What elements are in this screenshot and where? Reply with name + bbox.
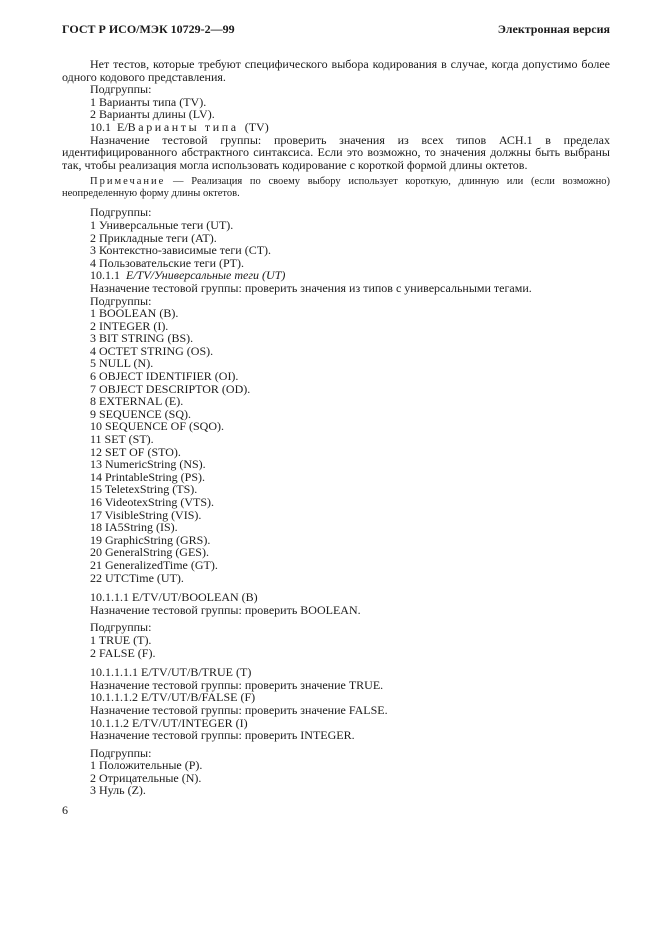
section-10-1-1-2-purpose: Назначение тестовой группы: проверить INTEGER. — [90, 728, 355, 743]
list-item: 1 BOOLEAN (B). — [90, 306, 179, 321]
page-header — [62, 22, 610, 38]
list-item: 1 Положительные (P). — [90, 758, 203, 773]
list-item: 15 TeletexString (TS). — [90, 482, 198, 497]
list-item: 12 SET OF (STO). — [90, 444, 181, 459]
subgroups-label: Подгруппы: — [90, 745, 152, 760]
list-item: 3 BIT STRING (BS). — [90, 331, 194, 346]
list-item: 7 OBJECT DESCRIPTOR (OD). — [90, 381, 251, 396]
list-item: 8 EXTERNAL (E). — [90, 394, 184, 409]
list-item: 11 SET (ST). — [90, 432, 154, 447]
section-10-1-1-heading: 10.1.1 E/TV/Универсальные теги (UT) — [90, 268, 286, 283]
list-item: 21 GeneralizedTime (GT). — [90, 557, 218, 572]
intro-list — [62, 96, 610, 121]
list-item: 22 UTCTime (UT). — [90, 570, 184, 585]
subgroups-label: Подгруппы: — [90, 620, 152, 635]
section-10-1-list — [62, 219, 610, 269]
list-item: 1 Варианты типа (TV). — [90, 94, 207, 109]
list-item: 2 Прикладные теги (AT). — [90, 230, 217, 245]
list-item: 4 OCTET STRING (OS). — [90, 343, 214, 358]
list-item: 2 FALSE (F). — [90, 645, 156, 660]
section-10-1-1-1-2-purpose: Назначение тестовой группы: проверить значение FALSE. — [90, 702, 388, 717]
subgroups-label: Подгруппы: — [90, 293, 152, 308]
edition-label: Электронная версия — [497, 22, 610, 36]
list-item: 2 Отрицательные (N). — [90, 770, 202, 785]
section-10-1-1-1-2-heading: 10.1.1.1.2 E/TV/UT/B/FALSE (F) — [90, 690, 256, 705]
section-10-1-1-list — [62, 307, 610, 584]
list-item: 1 TRUE (T). — [90, 632, 152, 647]
list-item: 18 IA5String (IS). — [90, 520, 178, 535]
list-item: 3 Контекстно-зависимые теги (CT). — [90, 243, 272, 258]
list-item: 10 SEQUENCE OF (SQO). — [90, 419, 225, 434]
section-10-1-purpose: Назначение тестовой группы: проверить значения из всех типов АСН.1 в пределах идентифицированного абстрактного синтаксиса. Если это возможно, то значения должны быть выбраны так, чтобы реализация могла использовать кодирование с короткой формой длины октетов. — [62, 132, 610, 172]
section-10-1-1-1-purpose: Назначение тестовой группы: проверить BOOLEAN. — [90, 602, 361, 617]
list-item: 20 GeneralString (GES). — [90, 545, 209, 560]
list-item: 3 Нуль (Z). — [90, 783, 146, 798]
list-item: 2 INTEGER (I). — [90, 318, 169, 333]
list-item: 9 SEQUENCE (SQ). — [90, 406, 191, 421]
section-10-1-1-2-heading: 10.1.1.2 E/TV/UT/INTEGER (I) — [90, 715, 248, 730]
subgroups-label: Подгруппы: — [90, 82, 152, 97]
section-10-1-1-1-heading: 10.1.1.1 E/TV/UT/BOOLEAN (B) — [90, 590, 258, 605]
list-item: 6 OBJECT IDENTIFIER (OI). — [90, 369, 239, 384]
list-item: 1 Универсальные теги (UT). — [90, 217, 234, 232]
list-item: 16 VideotexString (VTS). — [90, 495, 215, 509]
section-10-1-1-1-list — [62, 634, 610, 659]
list-item: 17 VisibleString (VIS). — [90, 507, 202, 522]
list-item: 14 PrintableString (PS). — [90, 469, 206, 484]
section-10-1-heading: 10.1 E/Варианты типа (TV) — [90, 119, 269, 134]
document-body — [62, 58, 610, 797]
section-10-1-1-1-1-purpose: Назначение тестовой группы: проверить значение TRUE. — [90, 677, 384, 692]
standard-designation: ГОСТ Р ИСО/МЭК 10729-2—99 — [62, 22, 235, 36]
intro-paragraph: Нет тестов, которые требуют специфического выбора кодирования в случае, когда допустимо более одного кодового представления. — [62, 57, 610, 84]
subgroups-label: Подгруппы: — [90, 205, 152, 220]
list-item: 4 Пользовательские теги (PT). — [90, 255, 245, 270]
list-item: 5 NULL (N). — [90, 356, 154, 371]
section-10-1-note: Примечание — Реализация по своему выбору использует короткую, длинную или (если возможно) неопределенную форму длины октетов. — [62, 176, 610, 199]
list-item: 2 Варианты длины (LV). — [90, 107, 215, 122]
section-10-1-1-2-list — [62, 759, 610, 797]
section-10-1-1-purpose: Назначение тестовой группы: проверить значения из типов с универсальными тегами. — [90, 280, 532, 295]
section-10-1-1-1-1-heading: 10.1.1.1.1 E/TV/UT/B/TRUE (T) — [90, 665, 252, 680]
list-item: 13 NumericString (NS). — [90, 457, 206, 472]
page-number: 6 — [62, 803, 68, 817]
list-item: 19 GraphicString (GRS). — [90, 532, 211, 547]
